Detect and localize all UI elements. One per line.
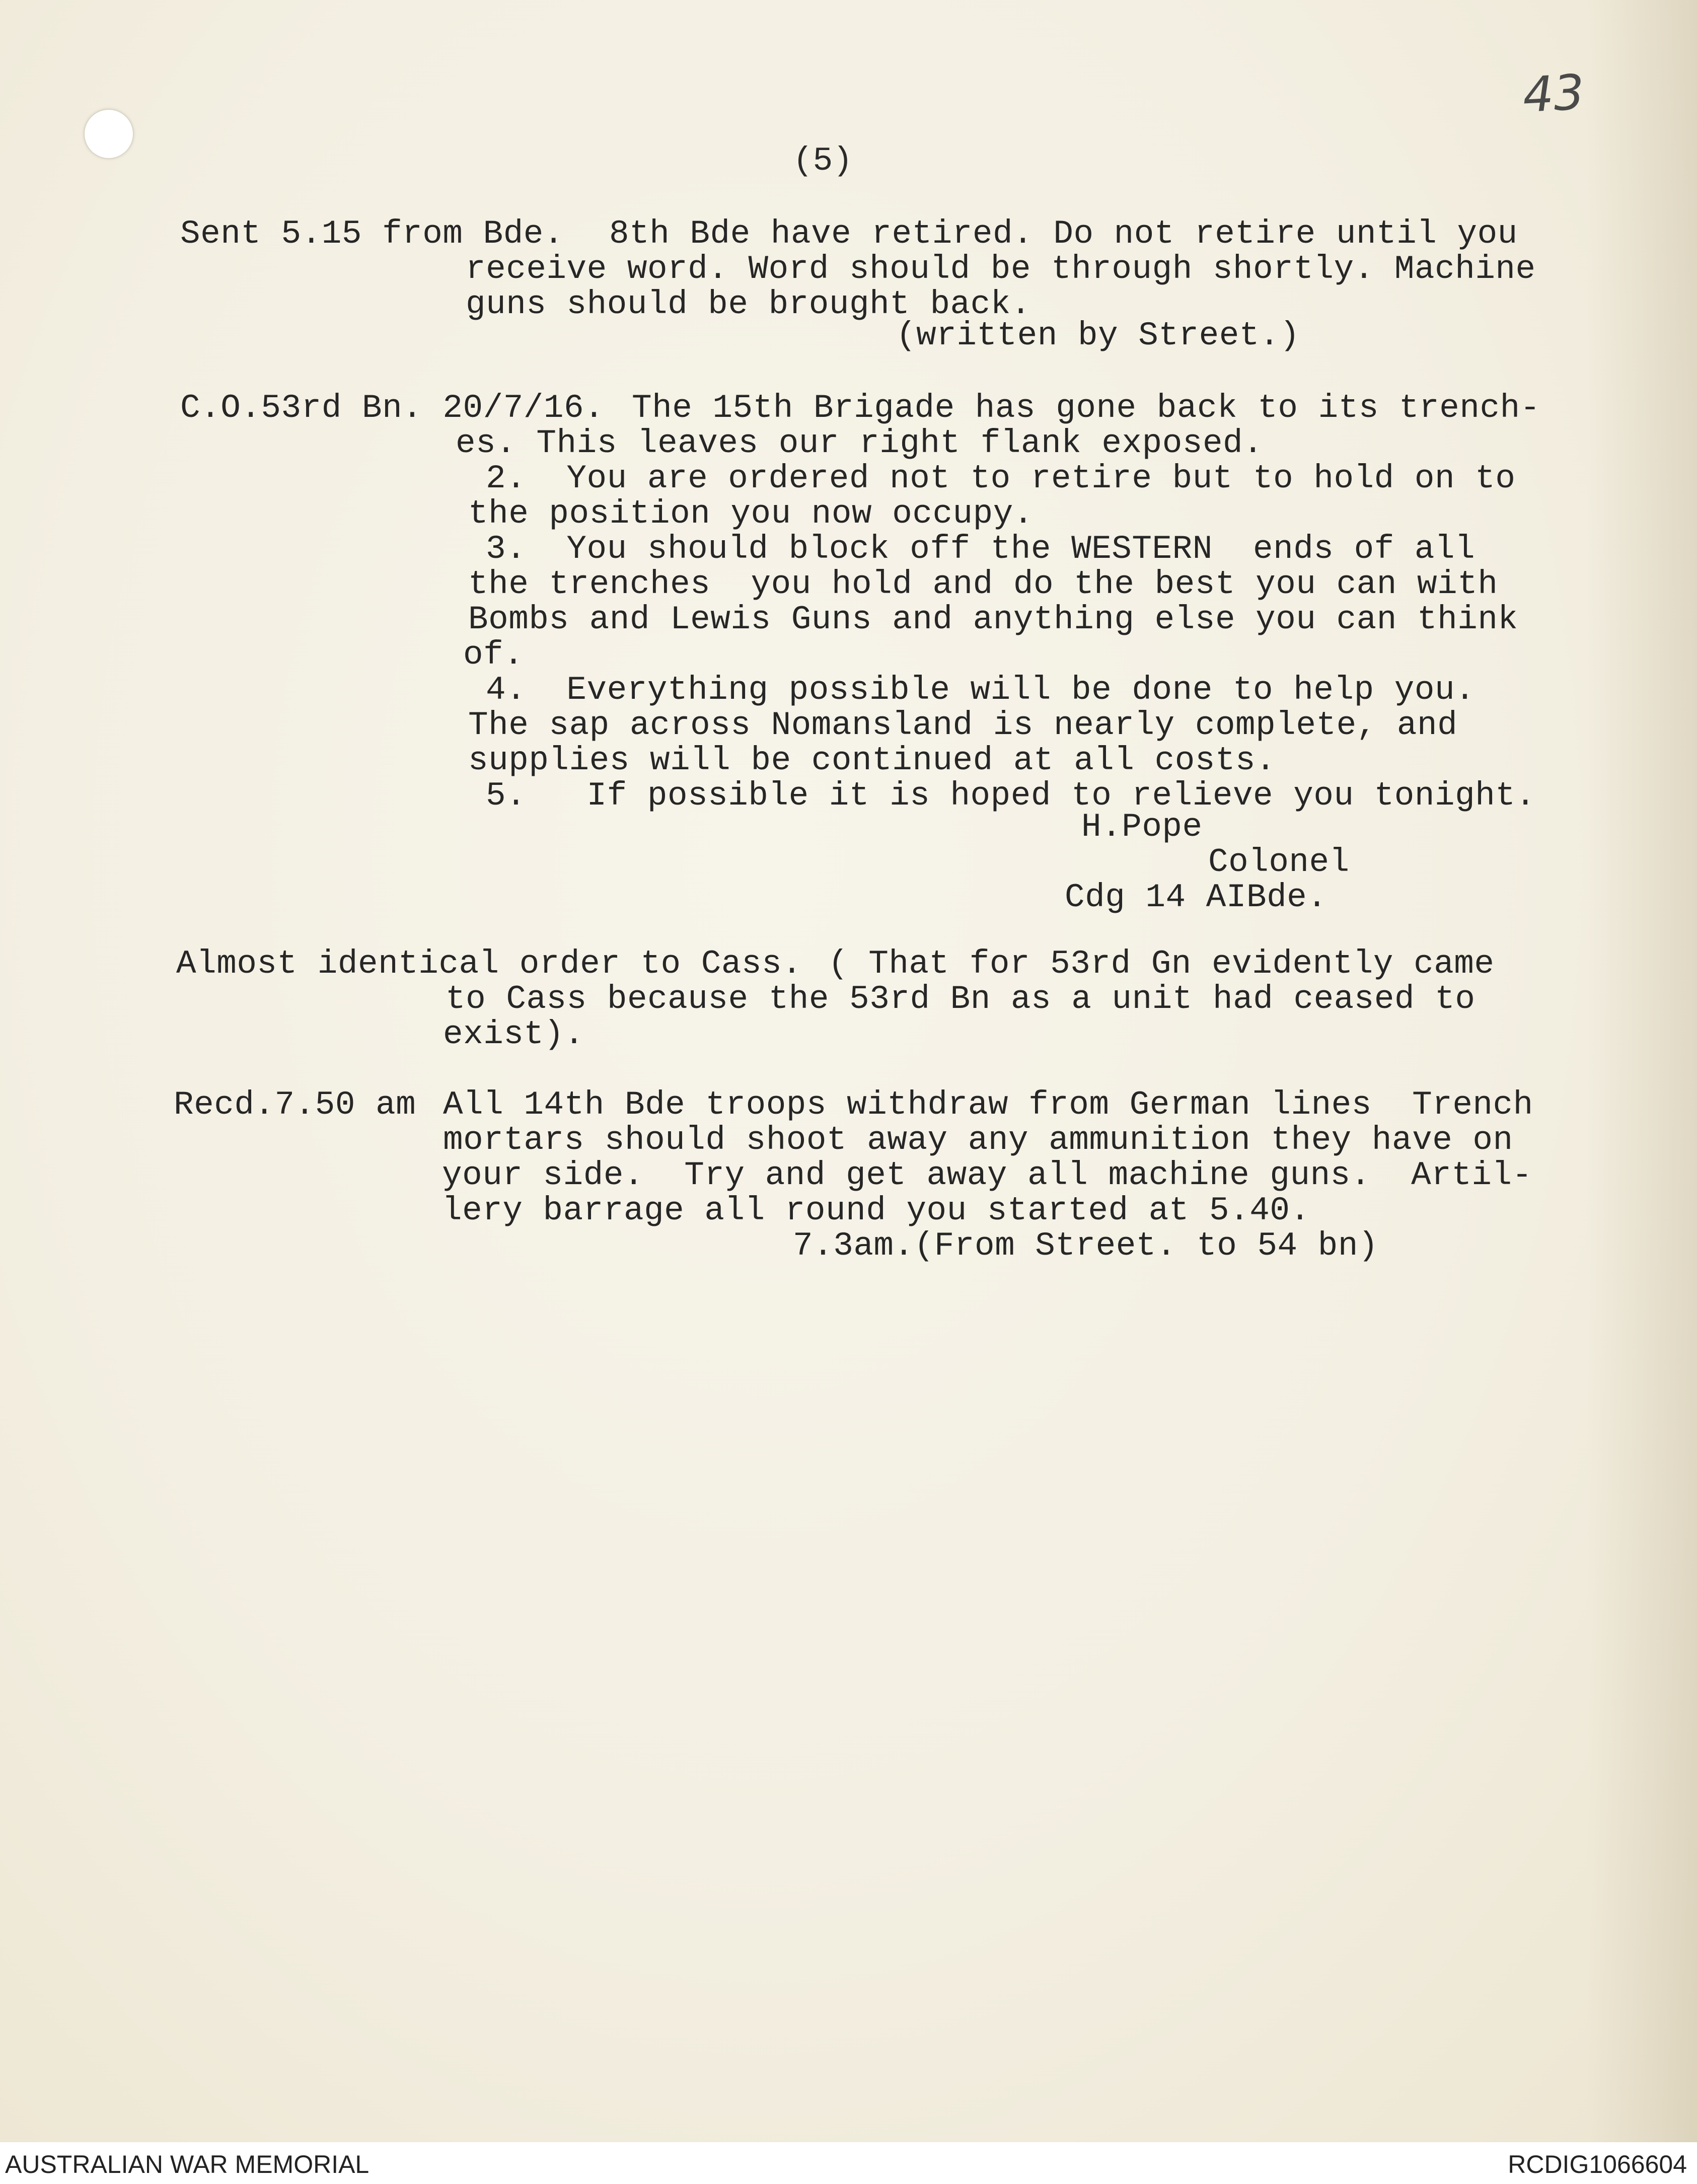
entry-line: receive word. Word should be through shortly. Machine <box>466 250 1536 288</box>
entry-line: supplies will be continued at all costs. <box>468 742 1276 779</box>
entry-header: Sent 5.15 from Bde. <box>180 215 564 253</box>
entry-line: Bombs and Lewis Guns and anything else you can think <box>468 601 1518 638</box>
entry-line: the position you now occupy. <box>468 495 1034 533</box>
entry-line: guns should be brought back. <box>466 285 1031 323</box>
footer-record-id: RCDIG1066604 <box>1508 2150 1687 2178</box>
entry-header: Almost identical order to Cass. <box>176 945 802 983</box>
entry-line: the trenches you hold and do the best you can with <box>468 565 1498 603</box>
entry-attribution: (written by Street.) <box>896 317 1300 354</box>
signature-unit: Cdg 14 AIBde. <box>1065 879 1327 916</box>
footer-archive-name: AUSTRALIAN WAR MEMORIAL <box>5 2150 370 2178</box>
entry-header: C.O.53rd Bn. 20/7/16. <box>180 389 605 427</box>
entry-line: of. <box>463 636 524 674</box>
entry-line: The sap across Nomansland is nearly complete, and <box>468 706 1458 744</box>
punch-hole <box>85 110 133 158</box>
entry-line: 8th Bde have retired. Do not retire until you <box>609 215 1518 253</box>
entry-line: 5. If possible it is hoped to relieve you tonight. <box>486 777 1536 815</box>
signature-name: H.Pope <box>1081 808 1203 846</box>
entry-attribution: 7.3am.(From Street. to 54 bn) <box>793 1227 1379 1265</box>
entry-line: 2. You are ordered not to retire but to hold on to <box>486 460 1516 497</box>
entry-line: All 14th Bde troops withdraw from German lines Trench <box>443 1086 1533 1124</box>
entry-line: your side. Try and get away all machine guns. Artil- <box>442 1156 1532 1194</box>
entry-line: The 15th Brigade has gone back to its trench- <box>632 389 1540 427</box>
entry-line: mortars should shoot away any ammunition they have on <box>443 1121 1513 1159</box>
signature-rank: Colonel <box>1208 843 1350 881</box>
entry-header: Recd.7.50 am <box>174 1086 416 1124</box>
entry-line: ( That for 53rd Gn evidently came <box>828 945 1495 983</box>
entry-line: lery barrage all round you started at 5.40. <box>442 1192 1310 1229</box>
page-number: (5) <box>793 142 853 180</box>
entry-line: to Cass because the 53rd Bn as a unit had ceased to <box>446 980 1475 1018</box>
entry-line: 4. Everything possible will be done to help you. <box>486 671 1475 709</box>
entry-line: 3. You should block off the WESTERN ends of all <box>486 530 1475 568</box>
folio-number: 43 <box>1521 63 1586 124</box>
entry-line: es. This leaves our right flank exposed. <box>456 424 1264 462</box>
entry-line: exist). <box>443 1015 584 1053</box>
